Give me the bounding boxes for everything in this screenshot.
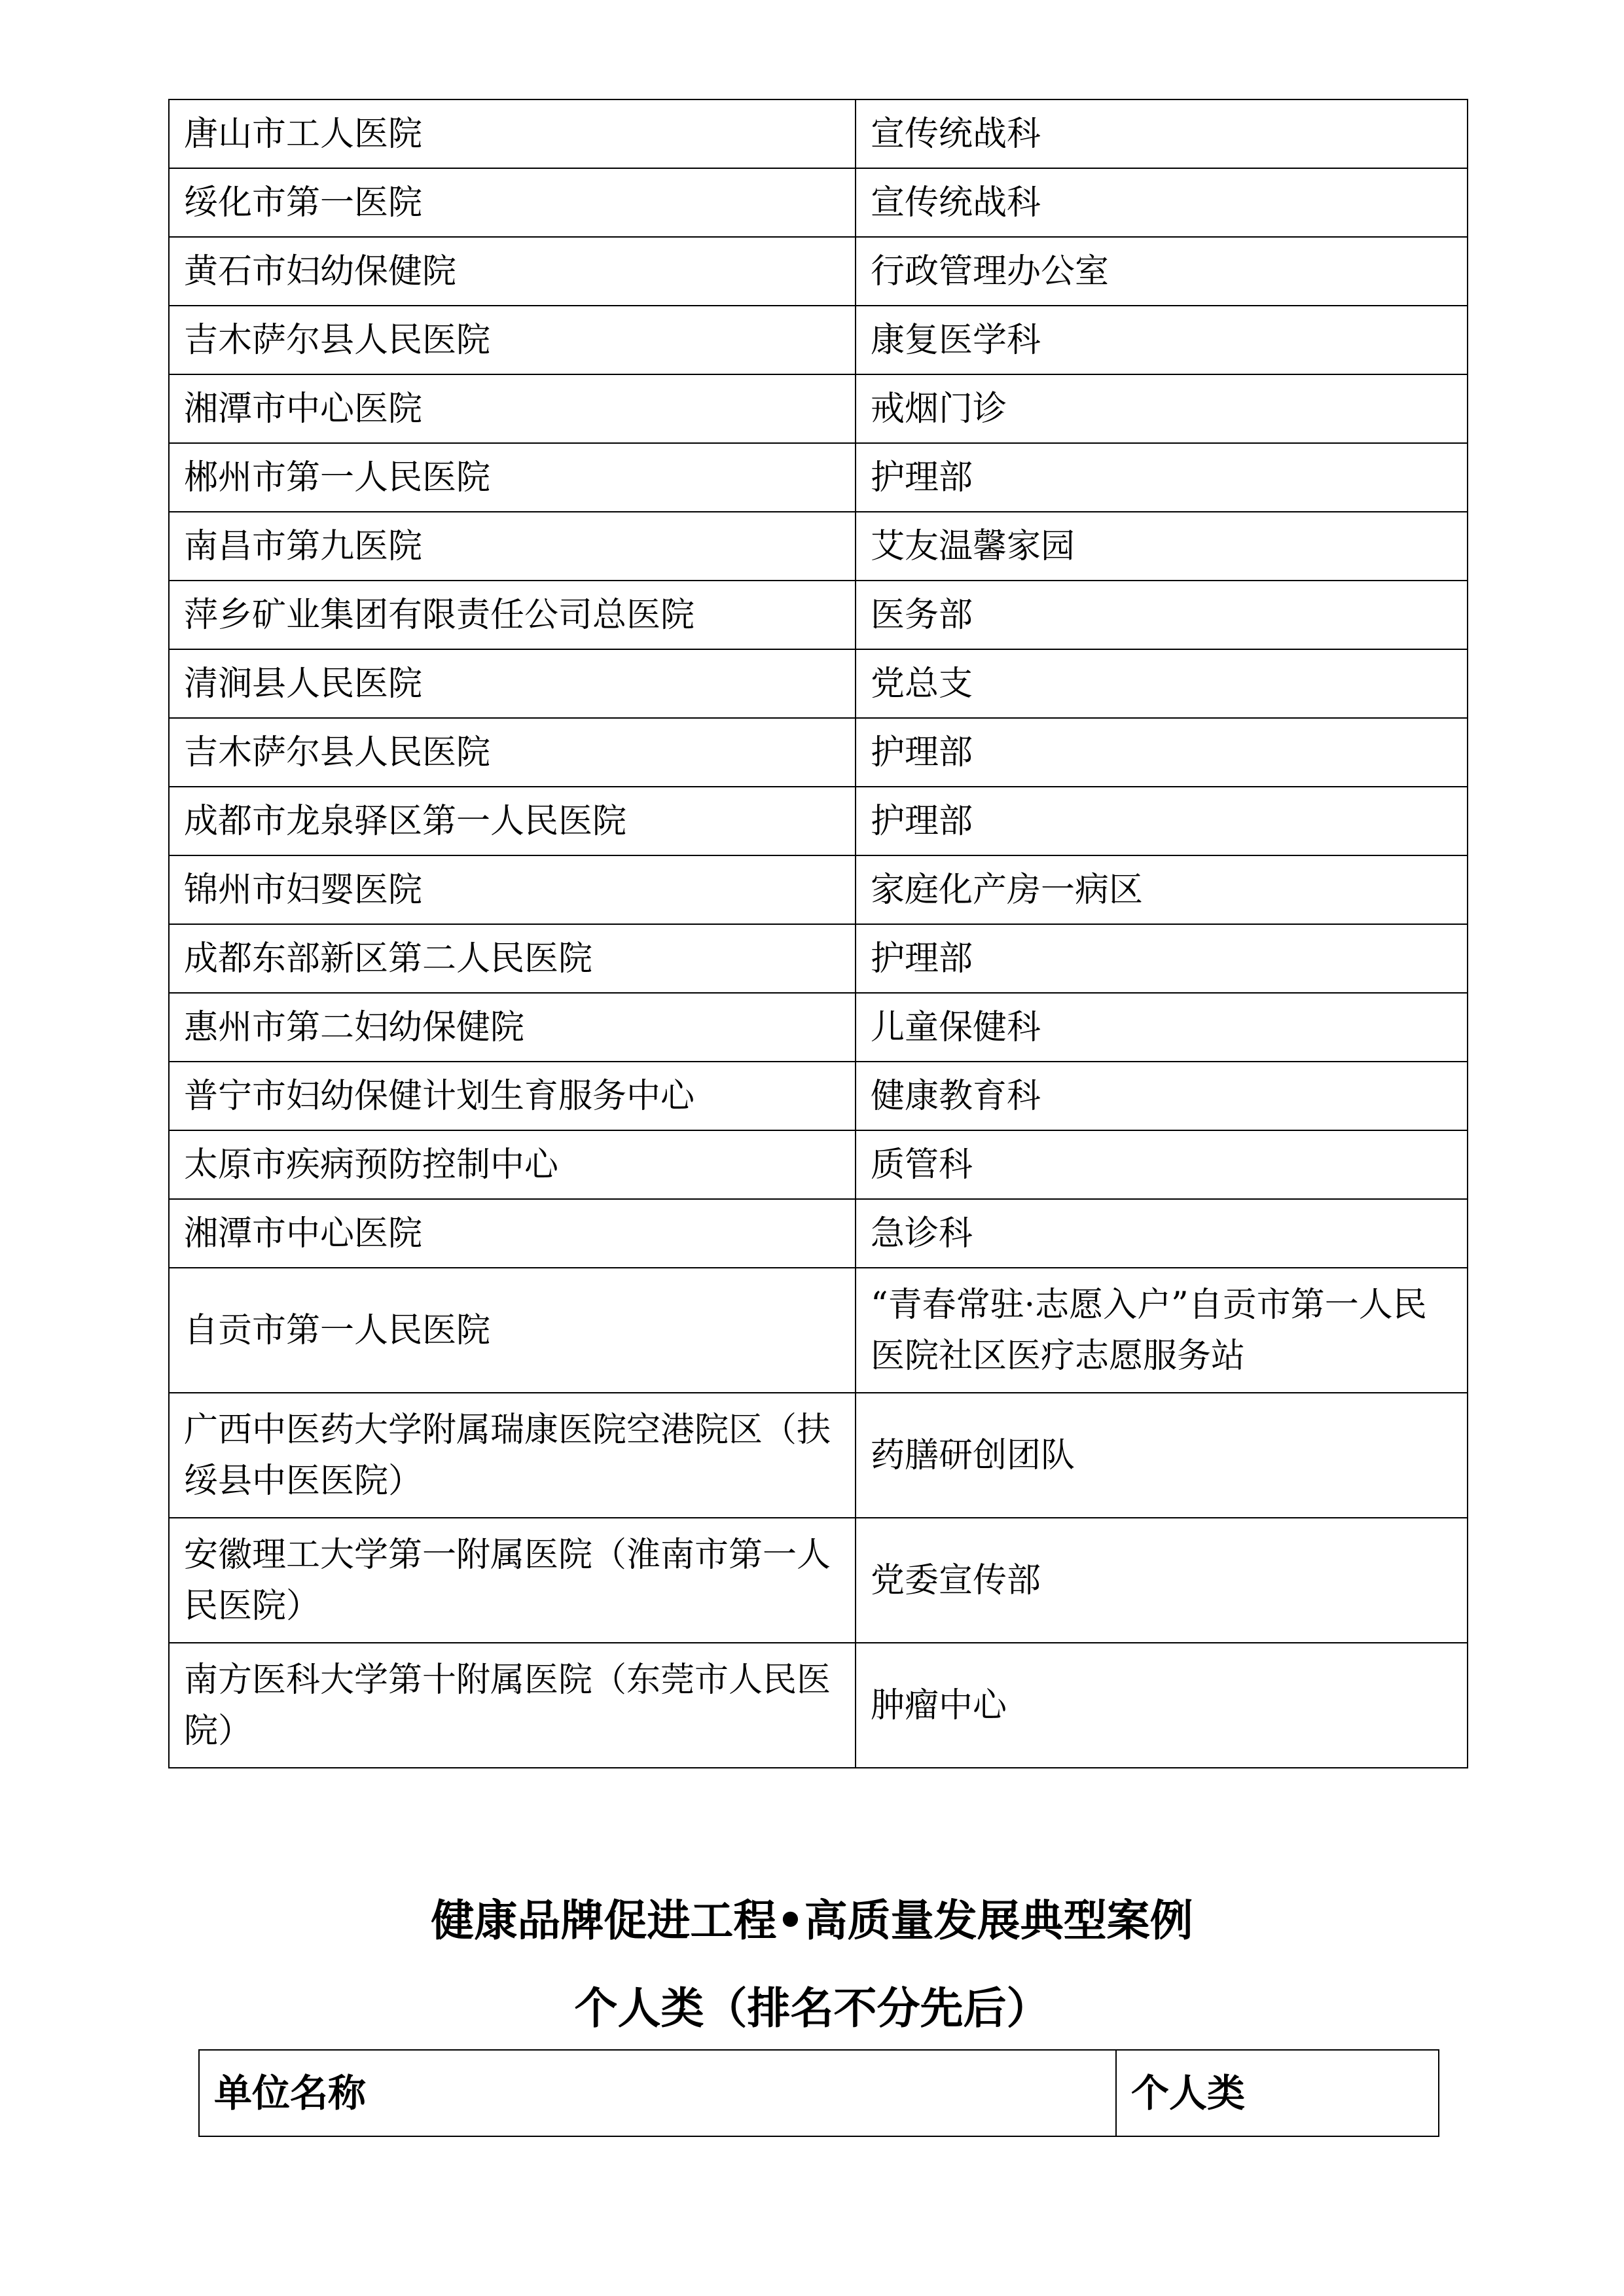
department-cell: 急诊科 xyxy=(856,1199,1468,1268)
unit-name-cell: 普宁市妇幼保健计划生育服务中心 xyxy=(169,1062,856,1130)
department-cell: 戒烟门诊 xyxy=(856,374,1468,443)
unit-name-cell: 安徽理工大学第一附属医院（淮南市第一人民医院） xyxy=(169,1518,856,1643)
department-cell: 护理部 xyxy=(856,443,1468,512)
unit-name-cell: 广西中医药大学附属瑞康医院空港院区（扶绥县中医医院） xyxy=(169,1393,856,1518)
unit-name-cell: 萍乡矿业集团有限责任公司总医院 xyxy=(169,581,856,649)
table-header-row xyxy=(199,2050,1439,2136)
department-cell: 肿瘤中心 xyxy=(856,1643,1468,1768)
unit-name-cell: 成都东部新区第二人民医院 xyxy=(169,924,856,993)
unit-name-cell: 黄石市妇幼保健院 xyxy=(169,237,856,306)
unit-name-cell: 湘潭市中心医院 xyxy=(169,374,856,443)
department-cell: 家庭化产房一病区 xyxy=(856,855,1468,924)
unit-name-cell: 南昌市第九医院 xyxy=(169,512,856,581)
header-category: 个人类 xyxy=(1116,2050,1439,2136)
table-row xyxy=(169,787,1468,855)
unit-name-cell: 清涧县人民医院 xyxy=(169,649,856,718)
department-cell: 宣传统战科 xyxy=(856,99,1468,168)
table-row xyxy=(169,1518,1468,1643)
table-row xyxy=(169,924,1468,993)
unit-name-cell: 太原市疾病预防控制中心 xyxy=(169,1130,856,1199)
department-cell: 护理部 xyxy=(856,924,1468,993)
department-cell: 行政管理办公室 xyxy=(856,237,1468,306)
table-row xyxy=(169,168,1468,237)
department-cell: 护理部 xyxy=(856,718,1468,787)
table-row xyxy=(169,1130,1468,1199)
unit-name-cell: 吉木萨尔县人民医院 xyxy=(169,718,856,787)
table-row xyxy=(169,718,1468,787)
table-row xyxy=(169,1199,1468,1268)
table-row xyxy=(169,443,1468,512)
section-title: 健康品牌促进工程•高质量发展典型案例 xyxy=(431,1895,1193,1946)
unit-name-cell: 郴州市第一人民医院 xyxy=(169,443,856,512)
table-row xyxy=(169,1393,1468,1518)
department-cell: 党总支 xyxy=(856,649,1468,718)
table-row xyxy=(169,1643,1468,1768)
unit-name-cell: 成都市龙泉驿区第一人民医院 xyxy=(169,787,856,855)
department-cell: 药膳研创团队 xyxy=(856,1393,1468,1518)
table-row xyxy=(169,512,1468,581)
department-cell: 健康教育科 xyxy=(856,1062,1468,1130)
department-cell: 康复医学科 xyxy=(856,306,1468,374)
unit-name-cell: 吉木萨尔县人民医院 xyxy=(169,306,856,374)
individual-table xyxy=(198,2049,1439,2137)
unit-name-cell: 湘潭市中心医院 xyxy=(169,1199,856,1268)
table-row xyxy=(169,581,1468,649)
table-row xyxy=(169,1268,1468,1393)
department-cell: “青春常驻·志愿入户”自贡市第一人民医院社区医疗志愿服务站 xyxy=(856,1268,1468,1393)
table-row xyxy=(169,99,1468,168)
unit-name-cell: 自贡市第一人民医院 xyxy=(169,1268,856,1393)
unit-name-cell: 惠州市第二妇幼保健院 xyxy=(169,993,856,1062)
department-cell: 质管科 xyxy=(856,1130,1468,1199)
table-row xyxy=(169,374,1468,443)
department-cell: 儿童保健科 xyxy=(856,993,1468,1062)
department-cell: 宣传统战科 xyxy=(856,168,1468,237)
award-table-body xyxy=(169,99,1468,1768)
table-row xyxy=(169,237,1468,306)
department-cell: 护理部 xyxy=(856,787,1468,855)
department-cell: 医务部 xyxy=(856,581,1468,649)
unit-name-cell: 南方医科大学第十附属医院（东莞市人民医院） xyxy=(169,1643,856,1768)
table-row xyxy=(169,1062,1468,1130)
unit-name-cell: 绥化市第一医院 xyxy=(169,168,856,237)
unit-name-cell: 锦州市妇婴医院 xyxy=(169,855,856,924)
department-cell: 党委宣传部 xyxy=(856,1518,1468,1643)
header-unit-name: 单位名称 xyxy=(199,2050,1116,2136)
department-cell: 艾友温馨家园 xyxy=(856,512,1468,581)
award-table xyxy=(168,99,1468,1768)
table-row xyxy=(169,855,1468,924)
table-row xyxy=(169,649,1468,718)
section-subtitle: 个人类（排名不分先后） xyxy=(574,1983,1050,2034)
unit-name-cell: 唐山市工人医院 xyxy=(169,99,856,168)
table-row xyxy=(169,306,1468,374)
table-row xyxy=(169,993,1468,1062)
